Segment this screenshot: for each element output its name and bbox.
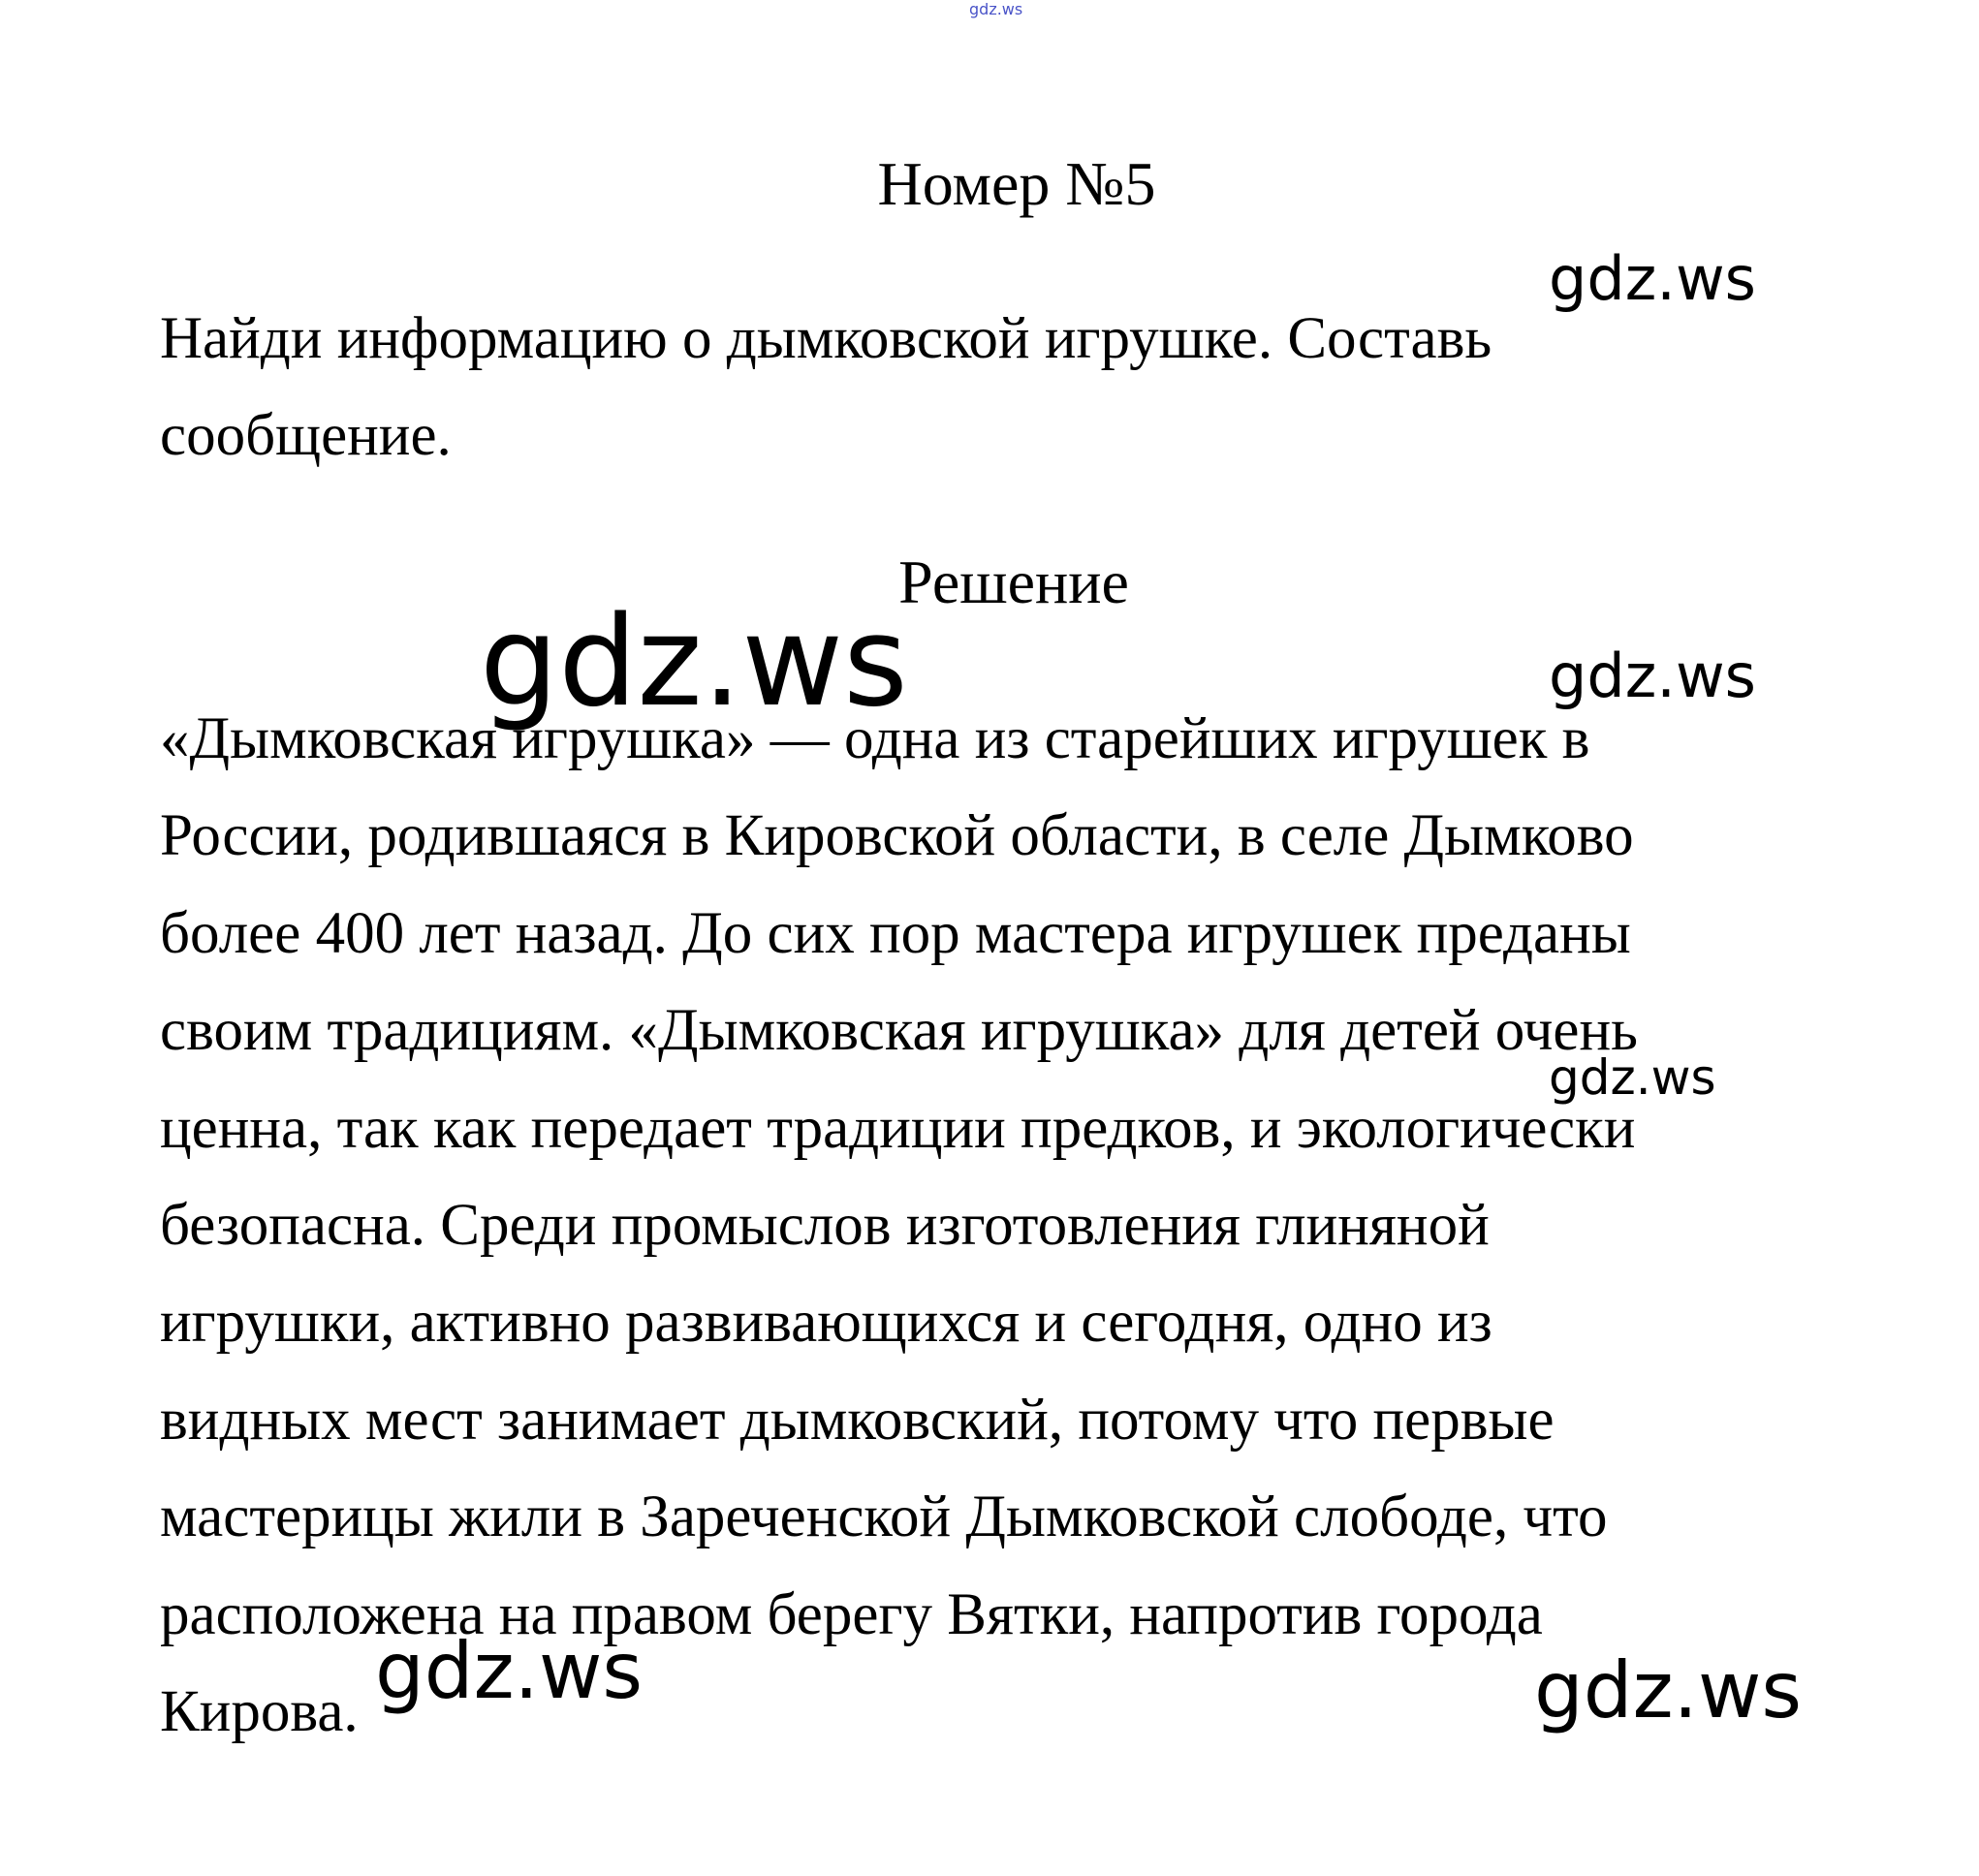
solution-heading: Решение <box>898 547 1129 616</box>
answer-line: мастерицы жили в Зареченской Дымковской слободе, что <box>160 1485 1608 1550</box>
answer-line: Кирова. <box>160 1679 359 1745</box>
answer-line: игрушки, активно развивающихся и сегодня, одно из <box>160 1290 1492 1356</box>
answer-line: своим традициям. «Дымковская игрушка» для детей очень <box>160 998 1638 1064</box>
task-line: Найди информацию о дымковской игрушке. Составь <box>160 306 1492 371</box>
answer-line: ценна, так как передает традиции предков, и экологически <box>160 1095 1636 1161</box>
page-title: Номер №5 <box>877 149 1156 218</box>
answer-line: России, родившаяся в Кировской области, в селе Дымково <box>160 803 1634 869</box>
answer-line: безопасна. Среди промыслов изготовления глиняной <box>160 1193 1490 1259</box>
watermark: gdz.ws <box>1549 1049 1716 1106</box>
task-line: сообщение. <box>160 403 452 468</box>
watermark: gdz.ws <box>1549 243 1756 314</box>
task-text <box>160 291 1866 485</box>
watermark-large: gdz.ws <box>480 590 908 735</box>
answer-line: «Дымковская игрушка» — одна из старейших игрушек в <box>160 706 1590 771</box>
watermark: gdz.ws <box>375 1626 644 1716</box>
answer-line: видных мест занимает дымковский, потому что первые <box>160 1387 1555 1453</box>
answer-text <box>160 691 1827 1761</box>
top-watermark[interactable]: gdz.ws <box>969 0 1023 18</box>
watermark: gdz.ws <box>1534 1645 1803 1735</box>
answer-line: расположена на правом берегу Вятки, напротив города <box>160 1581 1543 1647</box>
watermark: gdz.ws <box>1549 641 1756 711</box>
answer-line: более 400 лет назад. До сих пор мастера игрушек преданы <box>160 900 1631 966</box>
